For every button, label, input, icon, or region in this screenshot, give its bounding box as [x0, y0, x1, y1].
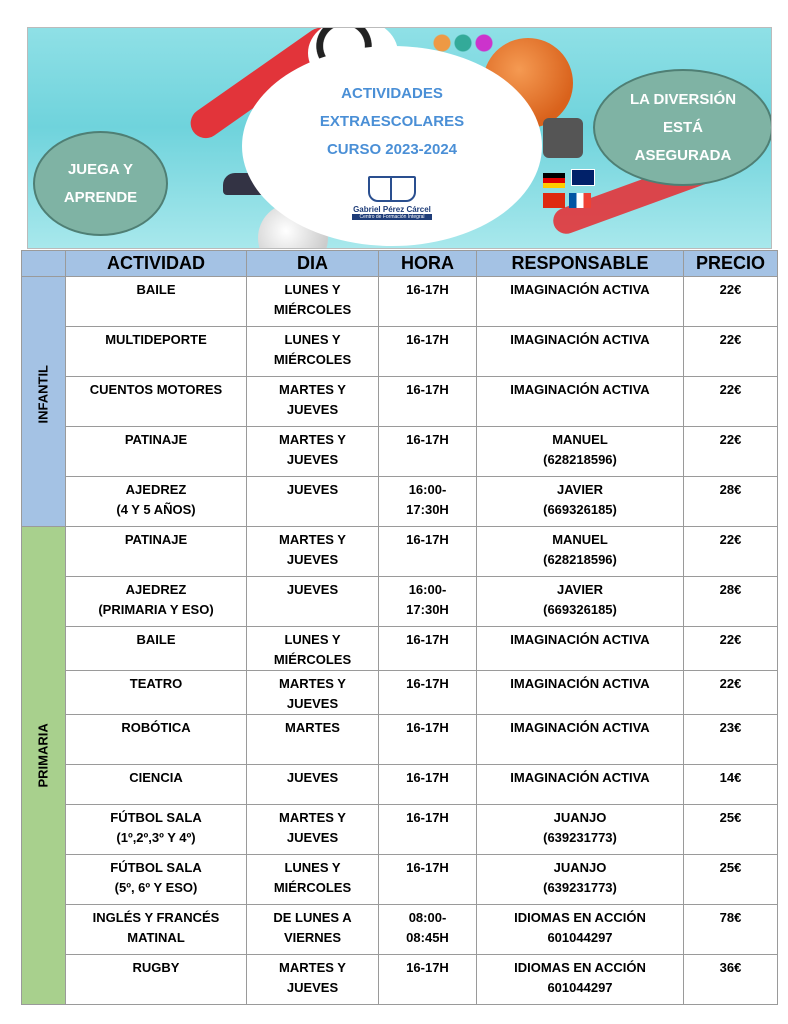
flags-icon [543, 163, 603, 223]
cell-dia: MARTES Y JUEVES [247, 377, 379, 427]
cell-actividad: PATINAJE [66, 427, 247, 477]
cell-hora: 16-17H [379, 377, 477, 427]
table-row [22, 855, 778, 905]
cell-dia: MARTES Y JUEVES [247, 527, 379, 577]
table-row [22, 627, 778, 671]
cell-actividad: BAILE [66, 627, 247, 671]
cell-hora: 08:00- 08:45H [379, 905, 477, 955]
cell-responsable: JAVIER (669326185) [477, 577, 684, 627]
cell-precio: 23€ [684, 715, 778, 765]
col-header-actividad: ACTIVIDAD [66, 251, 247, 277]
cell-precio: 22€ [684, 671, 778, 715]
robot-icon [543, 118, 583, 158]
cell-actividad: MULTIDEPORTE [66, 327, 247, 377]
header-row [22, 251, 778, 277]
cell-responsable: IDIOMAS EN ACCIÓN 601044297 [477, 905, 684, 955]
left-bubble-line: APRENDE [63, 188, 138, 206]
cell-precio: 22€ [684, 627, 778, 671]
table-row [22, 477, 778, 527]
cell-precio: 78€ [684, 905, 778, 955]
cell-actividad: ROBÓTICA [66, 715, 247, 765]
table-row [22, 427, 778, 477]
france-flag-icon [569, 193, 591, 208]
col-header-hora: HORA [379, 251, 477, 277]
cell-hora: 16-17H [379, 627, 477, 671]
group-label: PRIMARIA [35, 722, 51, 787]
cell-precio: 22€ [684, 377, 778, 427]
cell-precio: 22€ [684, 527, 778, 577]
school-logo [352, 176, 432, 220]
cell-responsable: IMAGINACIÓN ACTIVA [477, 627, 684, 671]
cell-responsable: IMAGINACIÓN ACTIVA [477, 715, 684, 765]
cell-hora: 16-17H [379, 527, 477, 577]
col-header-dia: DIA [247, 251, 379, 277]
table-row [22, 377, 778, 427]
cell-hora: 16-17H [379, 671, 477, 715]
cell-responsable: IDIOMAS EN ACCIÓN 601044297 [477, 955, 684, 1005]
cell-dia: MARTES Y JUEVES [247, 955, 379, 1005]
cell-actividad: FÚTBOL SALA (1º,2º,3º Y 4º) [66, 805, 247, 855]
cell-actividad: RUGBY [66, 955, 247, 1005]
cell-actividad: CIENCIA [66, 765, 247, 805]
col-header-group [22, 251, 66, 277]
group-primaria [22, 527, 66, 1005]
cell-dia: LUNES Y MIÉRCOLES [247, 627, 379, 671]
cell-hora: 16:00- 17:30H [379, 577, 477, 627]
cell-actividad: FÚTBOL SALA (5º, 6º Y ESO) [66, 855, 247, 905]
cell-precio: 28€ [684, 577, 778, 627]
logo-subtitle: Centro de Formación Integral [352, 214, 432, 220]
cell-actividad: CUENTOS MOTORES [66, 377, 247, 427]
cell-hora: 16-17H [379, 427, 477, 477]
activities-table [21, 250, 778, 1005]
left-bubble-line: JUEGA Y [67, 160, 133, 178]
cell-actividad: BAILE [66, 277, 247, 327]
cell-actividad: INGLÉS Y FRANCÉS MATINAL [66, 905, 247, 955]
header-banner [27, 27, 772, 249]
cell-precio: 25€ [684, 855, 778, 905]
cell-actividad: AJEDREZ (PRIMARIA Y ESO) [66, 577, 247, 627]
title-line: ACTIVIDADES [341, 85, 443, 102]
china-flag-icon [543, 193, 565, 208]
cell-responsable: IMAGINACIÓN ACTIVA [477, 377, 684, 427]
right-bubble [593, 69, 772, 186]
cell-dia: LUNES Y MIÉRCOLES [247, 277, 379, 327]
cell-hora: 16-17H [379, 955, 477, 1005]
cell-responsable: JUANJO (639231773) [477, 855, 684, 905]
cell-hora: 16:00- 17:30H [379, 477, 477, 527]
cell-hora: 16-17H [379, 765, 477, 805]
cell-hora: 16-17H [379, 715, 477, 765]
right-bubble-line: ESTÁ [662, 118, 703, 136]
cell-precio: 25€ [684, 805, 778, 855]
table-row [22, 805, 778, 855]
table-row [22, 765, 778, 805]
group-infantil [22, 277, 66, 527]
cell-dia: LUNES Y MIÉRCOLES [247, 855, 379, 905]
table-row [22, 671, 778, 715]
cell-responsable: IMAGINACIÓN ACTIVA [477, 765, 684, 805]
table-row [22, 905, 778, 955]
cell-responsable: IMAGINACIÓN ACTIVA [477, 277, 684, 327]
cell-dia: MARTES Y JUEVES [247, 671, 379, 715]
cell-dia: MARTES [247, 715, 379, 765]
cell-hora: 16-17H [379, 855, 477, 905]
group-label: INFANTIL [35, 364, 51, 423]
cell-precio: 22€ [684, 277, 778, 327]
cell-precio: 14€ [684, 765, 778, 805]
cell-responsable: IMAGINACIÓN ACTIVA [477, 671, 684, 715]
cell-hora: 16-17H [379, 327, 477, 377]
cell-actividad: PATINAJE [66, 527, 247, 577]
cell-dia: DE LUNES A VIERNES [247, 905, 379, 955]
col-header-precio: PRECIO [684, 251, 778, 277]
cell-responsable: JUANJO (639231773) [477, 805, 684, 855]
cell-dia: LUNES Y MIÉRCOLES [247, 327, 379, 377]
table-row [22, 277, 778, 327]
german-flag-icon [543, 173, 565, 188]
cell-dia: MARTES Y JUEVES [247, 427, 379, 477]
cell-dia: JUEVES [247, 765, 379, 805]
cell-responsable: IMAGINACIÓN ACTIVA [477, 327, 684, 377]
cell-dia: MARTES Y JUEVES [247, 805, 379, 855]
uk-flag-icon [571, 169, 595, 186]
cell-actividad: TEATRO [66, 671, 247, 715]
cell-precio: 22€ [684, 427, 778, 477]
cell-actividad: AJEDREZ (4 Y 5 AÑOS) [66, 477, 247, 527]
cell-precio: 22€ [684, 327, 778, 377]
cell-responsable: MANUEL (628218596) [477, 527, 684, 577]
title-line: CURSO 2023-2024 [326, 141, 458, 158]
col-header-responsable: RESPONSABLE [477, 251, 684, 277]
table-row [22, 327, 778, 377]
cell-precio: 28€ [684, 477, 778, 527]
cell-responsable: JAVIER (669326185) [477, 477, 684, 527]
cell-responsable: MANUEL (628218596) [477, 427, 684, 477]
left-bubble [33, 131, 168, 236]
cell-hora: 16-17H [379, 277, 477, 327]
cell-hora: 16-17H [379, 805, 477, 855]
table-row [22, 955, 778, 1005]
logo-name: Gabriel Pérez Cárcel [353, 205, 431, 214]
cell-dia: JUEVES [247, 577, 379, 627]
cell-precio: 36€ [684, 955, 778, 1005]
table-row [22, 715, 778, 765]
book-icon [368, 176, 416, 202]
title-oval [242, 46, 542, 246]
table-row [22, 577, 778, 627]
table-row [22, 527, 778, 577]
right-bubble-line: LA DIVERSIÓN [629, 90, 737, 108]
cell-dia: JUEVES [247, 477, 379, 527]
right-bubble-line: ASEGURADA [634, 146, 732, 164]
title-line: EXTRAESCOLARES [319, 113, 465, 130]
